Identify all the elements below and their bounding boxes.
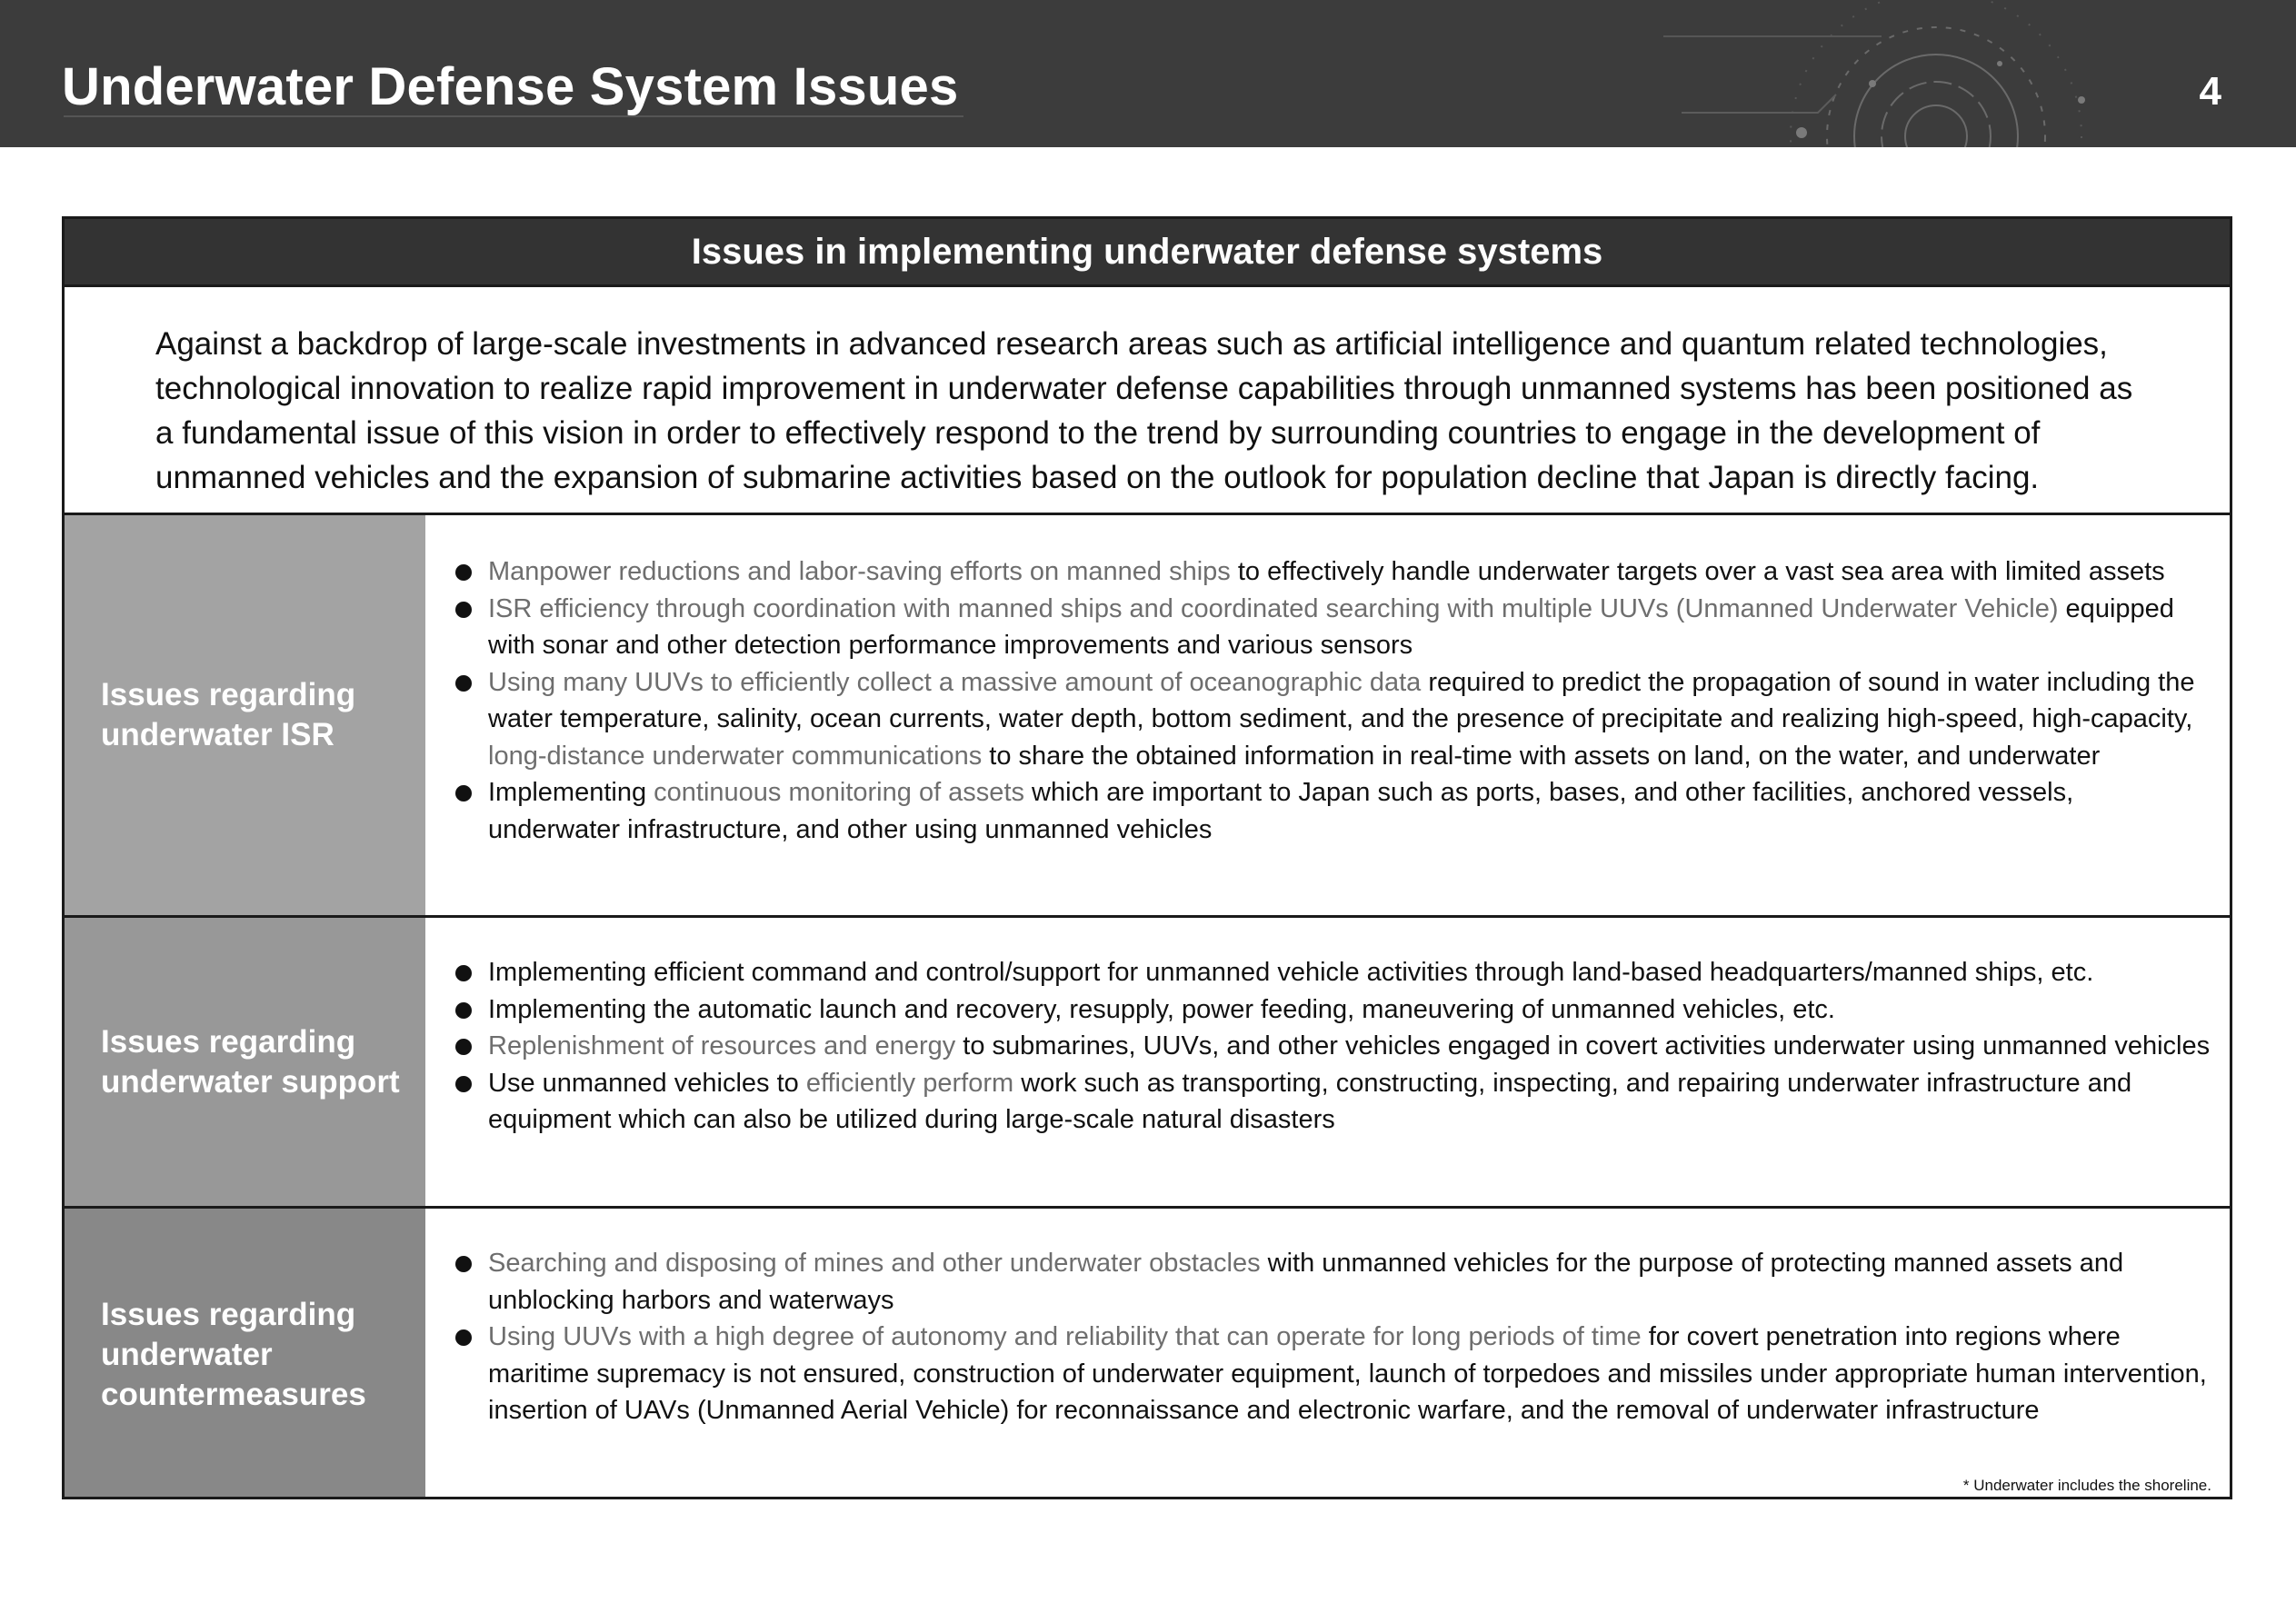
body-text: with unmanned vehicles for the purpose of protecting manned assets and unblocking harbors and waterways xyxy=(488,1249,2124,1315)
bullet-icon xyxy=(455,1329,472,1346)
bullet-icon xyxy=(455,1039,472,1055)
bullet-icon xyxy=(455,564,472,581)
bullet-icon xyxy=(455,1256,472,1272)
bullet-icon xyxy=(455,602,472,618)
body-text: to share the obtained information in real-time with assets on land, on the water, and underwater xyxy=(982,741,2101,771)
body-text: Implementing xyxy=(488,778,654,807)
list-item xyxy=(455,1028,2211,1065)
list-item xyxy=(455,1319,2211,1429)
bullet-icon xyxy=(455,965,472,981)
list-item xyxy=(455,991,2211,1029)
bullet-list xyxy=(455,954,2211,1139)
body-text: Use unmanned vehicles to xyxy=(488,1068,806,1098)
body-text: Implementing the automatic launch and recovery, resupply, power feeding, maneuvering of unmanned vehicles, etc. xyxy=(488,994,1835,1024)
issues-table xyxy=(62,216,2232,1499)
bullet-list xyxy=(455,553,2211,848)
table-row-isr xyxy=(65,515,2230,918)
highlight-text: Searching and disposing of mines and other underwater obstacles xyxy=(488,1249,1261,1278)
list-item xyxy=(455,664,2211,775)
highlight-text: long-distance underwater communications xyxy=(488,741,983,771)
row-label-countermeasures: Issues regarding underwater countermeasures xyxy=(65,1209,428,1499)
footnote: * Underwater includes the shoreline. xyxy=(1962,1477,2211,1494)
row-label-support: Issues regarding underwater support xyxy=(65,918,428,1206)
bullet-icon xyxy=(455,1076,472,1092)
table-heading: Issues in implementing underwater defense systems xyxy=(65,219,2230,287)
highlight-text: ISR efficiency through coordination with manned ships and coordinated searching with multiple UUVs (Unmanned Underwater Vehicle) xyxy=(488,593,2059,623)
row-content-countermeasures xyxy=(428,1209,2230,1499)
body-text: to submarines, UUVs, and other vehicles engaged in covert activities underwater using unmanned vehicles xyxy=(955,1031,2211,1060)
intro-paragraph: Against a backdrop of large-scale investments in advanced research areas such as artificial intelligence and quantum related technologies, technological innovation to realize rapid improvement in underwater defense capabilities through unmanned systems has been positioned as a fundamental issue of this vision in order to effectively respond to the trend by surrounding countries to engage in the development of unmanned vehicles and the expansion of submarine activities based on the outlook for population decline that Japan is directly facing. xyxy=(65,287,2230,515)
list-item xyxy=(455,774,2211,848)
list-item xyxy=(455,553,2211,591)
body-text: work such as transporting, constructing, inspecting, and repairing underwater infrastructure and equipment which can also be utilized during large-scale natural disasters xyxy=(488,1068,2132,1134)
highlight-text: efficiently perform xyxy=(805,1068,1014,1098)
title-banner xyxy=(0,0,2296,147)
bullet-icon xyxy=(455,785,472,802)
body-text: equipped with sonar and other detection performance improvements and various sensors xyxy=(488,593,2174,660)
body-text: to effectively handle underwater targets over a vast sea area with limited assets xyxy=(1230,557,2165,586)
table-row-support xyxy=(65,918,2230,1209)
page-title: Underwater Defense System Issues xyxy=(62,57,959,116)
highlight-text: Using many UUVs to efficiently collect a massive amount of oceanographic data xyxy=(488,667,1422,697)
page-number: 4 xyxy=(2199,69,2221,114)
bullet-icon xyxy=(455,675,472,692)
body-text: which are important to Japan such as ports, bases, and other facilities, anchored vessels, underwater infrastructure, and other using unmanned vehicles xyxy=(488,778,2074,844)
body-text: for covert penetration into regions where maritime supremacy is not ensured, construction of underwater equipment, launch of torpedoes and missiles under appropriate human intervention, insertion of UAVs (Unmanned Aerial Vehicle) for reconnaissance and electronic warfare, and the removal of underwater infrastructure xyxy=(488,1322,2207,1425)
highlight-text: Manpower reductions and labor-saving efforts on manned ships xyxy=(488,557,1231,586)
bullet-list xyxy=(455,1245,2211,1429)
highlight-text: continuous monitoring of assets xyxy=(654,778,1024,807)
table-row-countermeasures xyxy=(65,1209,2230,1499)
highlight-text: Using UUVs with a high degree of autonomy and reliability that can operate for long periods of time xyxy=(488,1322,1642,1351)
list-item xyxy=(455,591,2211,664)
row-content-isr xyxy=(428,515,2230,915)
body-text: Implementing efficient command and control/support for unmanned vehicle activities through land-based headquarters/manned ships, etc. xyxy=(488,958,2094,987)
list-item xyxy=(455,954,2211,991)
list-item xyxy=(455,1245,2211,1319)
list-item xyxy=(455,1065,2211,1139)
body-text: required to predict the propagation of sound in water including the water temperature, salinity, ocean currents, water depth, bottom sediment, and the presence of precipitate and realizing high-speed, high-capacity, xyxy=(488,667,2195,733)
row-label-isr: Issues regarding underwater ISR xyxy=(65,515,428,915)
bullet-icon xyxy=(455,1002,472,1019)
row-content-support xyxy=(428,918,2230,1206)
highlight-text: Replenishment of resources and energy xyxy=(488,1031,956,1060)
